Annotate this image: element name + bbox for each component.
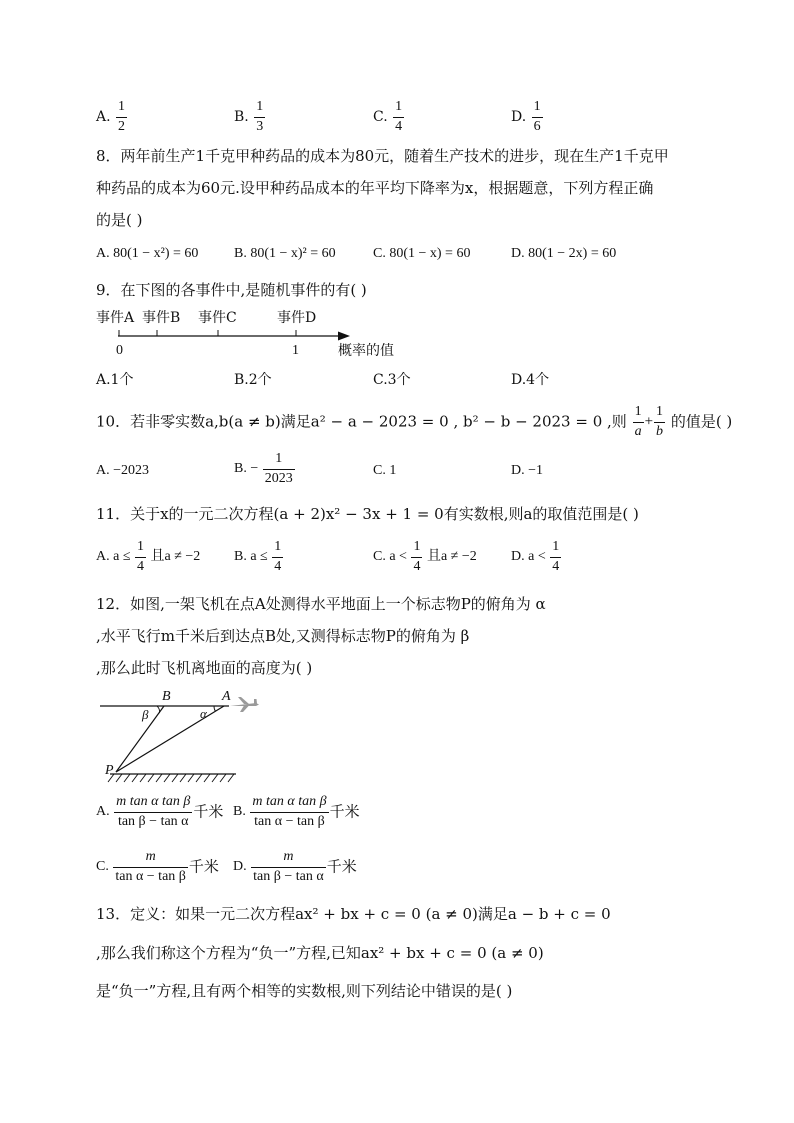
q12-diagram <box>96 686 266 786</box>
q13-line-3: 是“负一”方程,且有两个相等的实数根,则下列结论中错误的是( ) <box>96 982 513 1000</box>
q9-tick-zero: 0 <box>116 343 123 358</box>
q12-point-b-label: B <box>162 689 171 704</box>
q7-a-fraction: $\frac{1}{2}$ <box>118 99 126 134</box>
q10-option-a: A. −2023 <box>96 463 150 478</box>
q12-point-a-label: A <box>222 689 231 704</box>
q12-angle-beta-label: β <box>142 707 149 722</box>
q11-question: 11．关于x的一元二次方程(a + 2)x² − 3x + 1 = 0有实数根,则a的取值范围是( ) <box>96 505 639 523</box>
q7-option-a: A. $\frac{1}{2}$ <box>96 99 126 134</box>
q8-option-c: C. 80(1 − x) = 60 <box>373 246 471 261</box>
q8-option-b: B. 80(1 − x)² = 60 <box>234 246 336 261</box>
q12-angle-alpha-label: α <box>200 706 207 721</box>
q9-option-a: A.1个 <box>96 372 134 388</box>
q8-option-d: D. 80(1 − 2x) = 60 <box>511 246 617 261</box>
q12-point-p-label: P <box>105 763 114 778</box>
q12-option-c: C. $\frac{m}{\text{tan α − tan β}}$ 千米 <box>96 849 219 884</box>
q7-c-fraction: $\frac{1}{4}$ <box>395 99 403 134</box>
q10-fraction-1-over-a: $\frac{1}{a}$ <box>634 404 642 439</box>
q10-option-d: D. −1 <box>511 463 544 478</box>
q12-line-2: ,水平飞行m千米后到达点B处,又测得标志物P的俯角为 β <box>96 627 470 645</box>
q8-line-3: 的是( ) <box>96 211 143 229</box>
q12-option-b: B. $\frac{\text{m tan α tan β}}{\text{tan α − tan β}}$ 千米 <box>233 794 360 829</box>
q13-line-1: 13．定义：如果一元二次方程ax² + bx + c = 0 (a ≠ 0)满足a − b + c = 0 <box>96 905 611 923</box>
q11-option-a: A. a ≤ $\frac{1}{4}$ 且a ≠ −2 <box>96 539 201 574</box>
q10-option-b: B. − $\frac{1}{2023}$ <box>234 451 293 486</box>
q11-option-b: B. a ≤ $\frac{1}{4}$ <box>234 539 282 574</box>
q7-b-fraction: $\frac{1}{3}$ <box>256 99 264 134</box>
q8-option-a: A. 80(1 − x²) = 60 <box>96 246 199 261</box>
q8-line-1: 8．两年前生产1千克甲种药品的成本为80元，随着生产技术的进步，现在生产1千克甲 <box>96 147 669 165</box>
q9-event-b-label: 事件B <box>142 310 181 326</box>
q12-line-1: 12．如图,一架飞机在点A处测得水平地面上一个标志物P的俯角为 α <box>96 595 546 613</box>
q11-option-c: C. a < $\frac{1}{4}$ 且a ≠ −2 <box>373 539 477 574</box>
q10-question: 10．若非零实数a,b(a ≠ b)满足a² − a − 2023 = 0 , b² − b − 2023 = 0 ,则 $\frac{1}{a}$ + $\frac{1}{b}$ 的值是( ) <box>96 404 733 439</box>
q13-line-2: ,那么我们称这个方程为“负一”方程,已知ax² + bx + c = 0 (a ≠ 0) <box>96 944 544 962</box>
q9-option-d: D.4个 <box>511 372 550 388</box>
q9-option-c: C.3个 <box>373 372 411 388</box>
q7-option-c: C. $\frac{1}{4}$ <box>373 99 403 134</box>
q11-option-d: D. a < $\frac{1}{4}$ <box>511 539 560 574</box>
q9-event-d-label: 事件D <box>277 310 317 326</box>
q9-probability-axis <box>110 328 360 344</box>
q7-option-d: D. $\frac{1}{6}$ <box>511 99 541 134</box>
q9-event-c-label: 事件C <box>198 310 237 326</box>
q7-option-b: B. $\frac{1}{3}$ <box>234 99 264 134</box>
q12-option-a: A. $\frac{\text{m tan α tan β}}{\text{tan β − tan α}}$ 千米 <box>96 794 224 829</box>
q9-option-b: B.2个 <box>234 372 272 388</box>
q10-option-c: C. 1 <box>373 463 397 478</box>
q7-d-fraction: $\frac{1}{6}$ <box>533 99 541 134</box>
q9-question: 9．在下图的各事件中,是随机事件的有( ) <box>96 281 367 299</box>
q12-line-3: ,那么此时飞机离地面的高度为( ) <box>96 659 313 677</box>
q10-fraction-1-over-b: $\frac{1}{b}$ <box>656 404 664 439</box>
q10-b-fraction: $\frac{1}{2023}$ <box>264 451 293 486</box>
q9-tick-one: 1 <box>292 343 299 358</box>
airplane-icon <box>230 697 259 712</box>
q9-axis-label: 概率的值 <box>338 343 394 359</box>
q8-line-2: 种药品的成本为60元.设甲种药品成本的年平均下降率为x，根据题意，下列方程正确 <box>96 179 654 197</box>
q9-event-a-label: 事件A <box>96 310 135 326</box>
q12-option-d: D. $\frac{m}{\text{tan β − tan α}}$ 千米 <box>233 849 357 884</box>
